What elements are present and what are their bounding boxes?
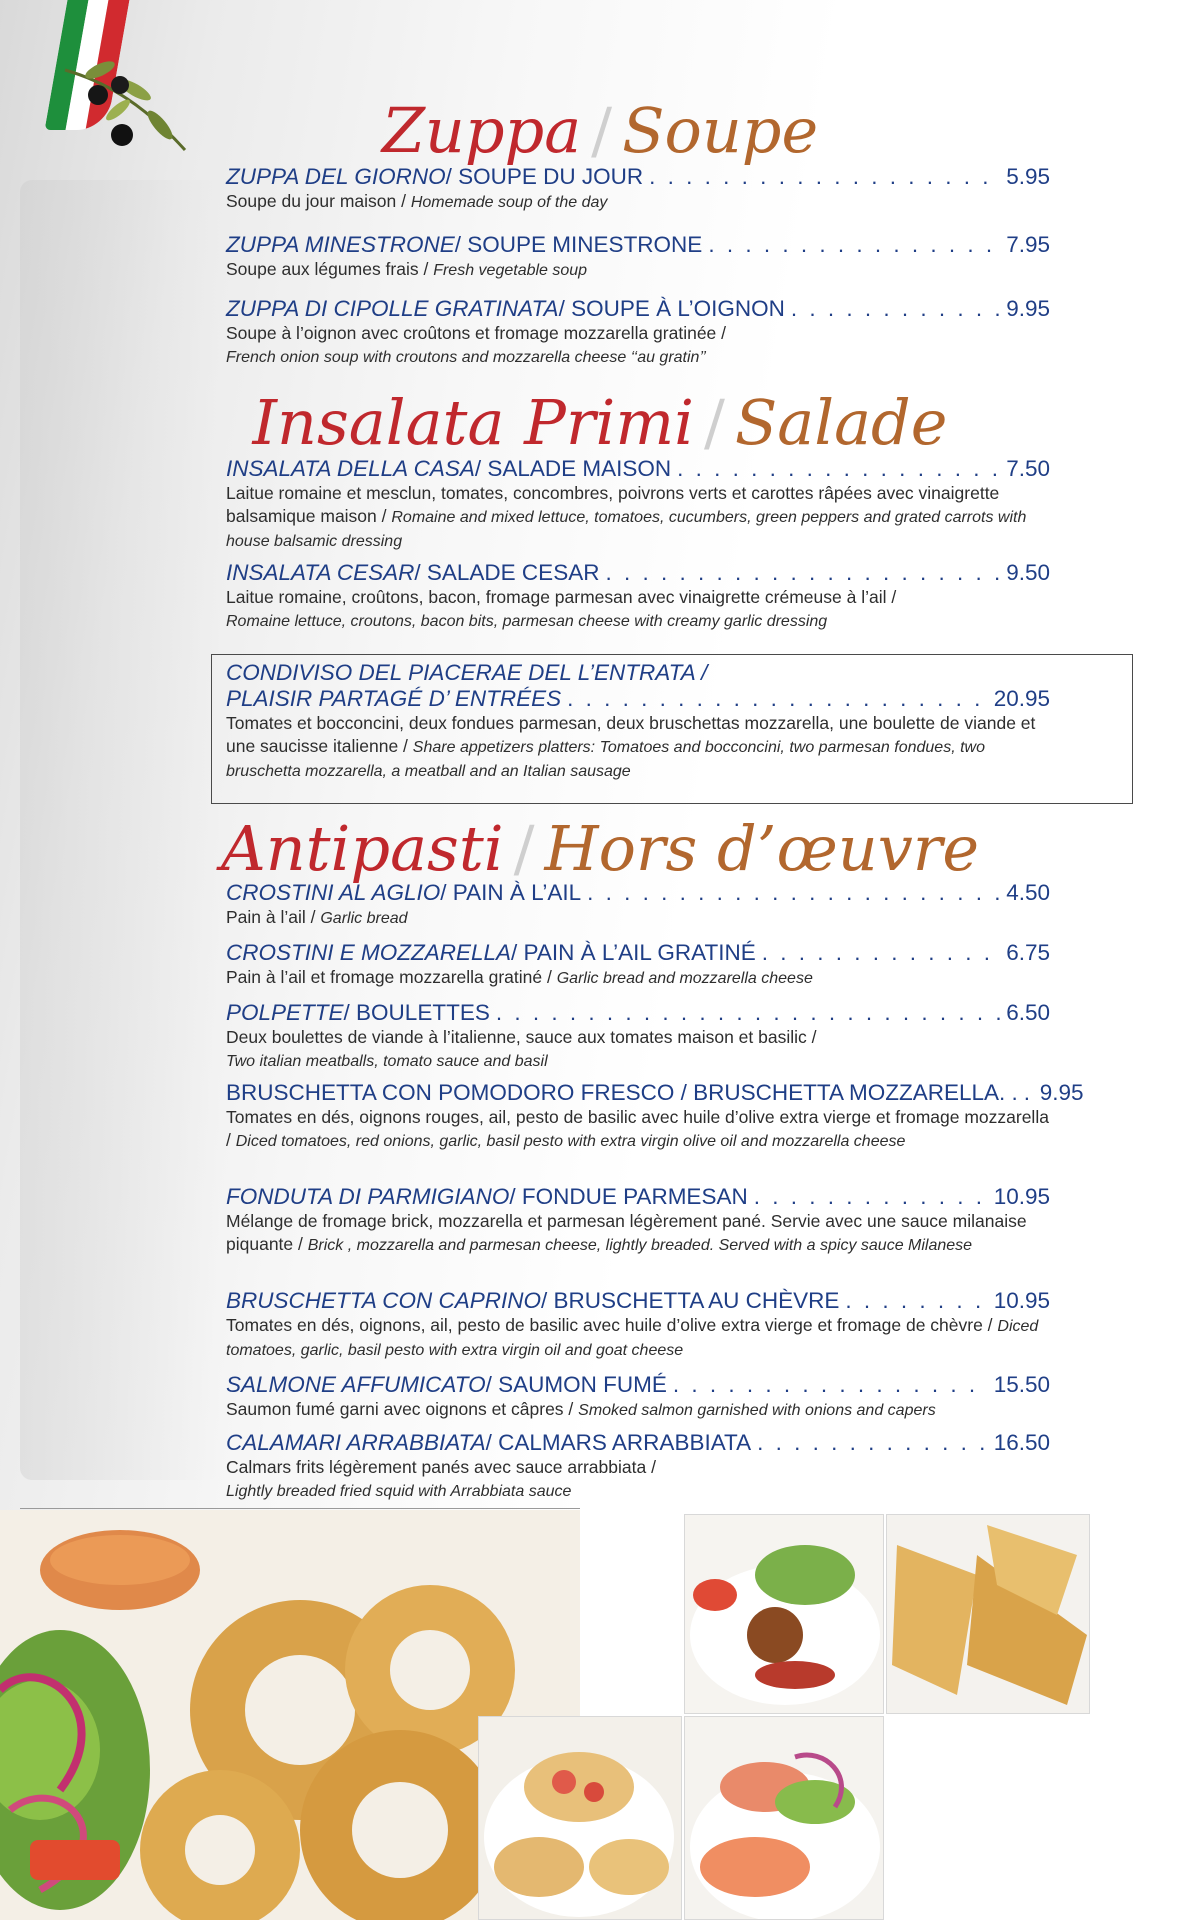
section-title-french: Soupe [622, 94, 819, 167]
leader-dots [1024, 1080, 1034, 1106]
menu-item [226, 164, 1050, 214]
title-separator: / [703, 386, 725, 459]
leader-dots [649, 164, 1000, 190]
section-title-french: Hors d’œuvre [544, 812, 980, 885]
smoked-salmon-photo [684, 1716, 884, 1920]
item-price: 9.50 [1006, 560, 1050, 585]
item-desc-english: Smoked salmon garnished with onions and capers [578, 1402, 936, 1419]
item-price: 6.50 [1006, 1000, 1050, 1025]
section-title-french: Salade [734, 386, 948, 459]
item-desc-english: Diced tomatoes, red onions, garlic, basil pesto with extra virgin olive oil and mozzarella cheese [235, 1133, 906, 1150]
item-name-french: / SOUPE DU JOUR [445, 164, 644, 189]
item-name-italian: CROSTINI E MOZZARELLA [226, 940, 512, 965]
item-desc-english: Lightly breaded fried squid with Arrabbiata sauce [226, 1483, 572, 1500]
item-price: 20.95 [993, 686, 1050, 711]
item-price: 7.95 [1006, 232, 1050, 257]
item-name-line1: CONDIVISO DEL PIACERAE DEL L’ENTRATA / [226, 660, 708, 685]
leader-dots [673, 1372, 988, 1398]
item-desc-french: Tomates en dés, oignons rouges, ail, pesto de basilic avec huile d’olive extra vierge et fromage mozzarella / [226, 1107, 1049, 1150]
item-name-line2: PLAISIR PARTAGÉ D’ ENTRÉES [226, 686, 562, 711]
leader-dots [757, 1430, 988, 1456]
item-desc-english: Two italian meatballs, tomato sauce and basil [226, 1053, 548, 1070]
item-name-french: / SALADE MAISON [474, 456, 672, 481]
section-title-appetizers [0, 812, 1200, 885]
item-price: 4.50 [1006, 880, 1050, 905]
item-name-italian: ZUPPA MINESTRONE [226, 232, 455, 257]
item-name-italian: BRUSCHETTA CON CAPRINO [226, 1288, 542, 1313]
menu-item [226, 1080, 1084, 1153]
item-name-french: / SALADE CESAR [414, 560, 600, 585]
item-name-french: / BRUSCHETTA AU CHÈVRE [541, 1288, 840, 1313]
item-price: 9.95 [1039, 1080, 1084, 1105]
item-desc-french: Pain à l’ail et fromage mozzarella gratiné / [226, 967, 557, 987]
item-name-italian: ZUPPA DEL GIORNO [226, 164, 446, 189]
leader-dots [677, 456, 1000, 482]
item-desc-english: Romaine lettuce, croutons, bacon bits, parmesan cheese with creamy garlic dressing [226, 613, 828, 630]
leader-dots [791, 296, 1000, 322]
leader-dots [587, 880, 1000, 906]
menu-item [226, 1372, 1050, 1422]
bruschetta-photo [478, 1716, 682, 1920]
item-price: 10.95 [993, 1288, 1050, 1313]
section-title-soup [0, 94, 1200, 167]
title-separator: / [591, 94, 613, 167]
item-name-french: / FONDUE PARMESAN [509, 1184, 748, 1209]
item-desc-french: Laitue romaine, croûtons, bacon, fromage parmesan avec vinaigrette crémeuse à l’ail / [226, 587, 897, 607]
item-desc-french: Soupe aux légumes frais / [226, 259, 434, 279]
menu-item [226, 232, 1050, 282]
menu-item-shared-platter [226, 660, 1050, 783]
item-desc-english: Homemade soup of the day [410, 194, 608, 211]
leader-dots [708, 232, 1000, 258]
item-desc-english: Share appetizers platters: Tomatoes and bocconcini, two parmesan fondues, two bruschetta mozzarella, a meatball and an Italian sausage [226, 739, 985, 780]
item-name-french: BRUSCHETTA CON POMODORO FRESCO / BRUSCHETTA MOZZARELLA. . [226, 1080, 1018, 1105]
menu-item [226, 1184, 1050, 1257]
item-name-italian: SALMONE AFFUMICATO [226, 1372, 486, 1397]
item-desc-french: Mélange de fromage brick, mozzarella et parmesan légèrement pané. Servie avec une sauce milanaise piquante / [226, 1211, 1027, 1254]
menu-item [226, 1288, 1050, 1362]
item-name-italian: ZUPPA DI CIPOLLE GRATINATA [226, 296, 559, 321]
item-desc-french: Saumon fumé garni avec oignons et câpres / [226, 1399, 579, 1419]
leader-dots [762, 940, 1001, 966]
item-name-french: / PAIN À L’AIL [440, 880, 582, 905]
menu-item [226, 1000, 1050, 1073]
item-name-italian: FONDUTA DI PARMIGIANO [226, 1184, 510, 1209]
leader-dots [567, 686, 988, 712]
item-price: 15.50 [993, 1372, 1050, 1397]
leader-dots [845, 1288, 987, 1314]
item-desc-french: Soupe à l’oignon avec croûtons et fromage mozzarella gratinée / [226, 323, 727, 343]
menu-item [226, 560, 1050, 633]
item-name-french: / SAUMON FUMÉ [485, 1372, 667, 1397]
item-price: 5.95 [1006, 164, 1050, 189]
menu-item [226, 456, 1050, 553]
leader-dots [754, 1184, 988, 1210]
item-desc-english: Brick , mozzarella and parmesan cheese, lightly breaded. Served with a spicy sauce Milanese [307, 1237, 973, 1254]
item-name-italian: CALAMARI ARRABBIATA [226, 1430, 486, 1455]
menu-item [226, 1430, 1050, 1503]
item-price: 9.95 [1006, 296, 1050, 321]
item-name-italian: INSALATA DELLA CASA [226, 456, 475, 481]
meatball-salad-photo [684, 1514, 884, 1714]
section-title-italian: Antipasti [220, 812, 504, 885]
item-name-italian: POLPETTE [226, 1000, 344, 1025]
item-price: 16.50 [993, 1430, 1050, 1455]
item-desc-french: Soupe du jour maison / [226, 191, 411, 211]
item-desc-french: Pain à l’ail / [226, 907, 321, 927]
item-name-french: / SOUPE À L’OIGNON [558, 296, 785, 321]
item-desc-english: Garlic bread [320, 910, 408, 927]
item-desc-english: Diced tomatoes, garlic, basil pesto with extra virgin oil and goat cheese [226, 1318, 1039, 1359]
item-price: 7.50 [1006, 456, 1050, 481]
title-separator: / [513, 812, 535, 885]
item-name-french: / SOUPE MINESTRONE [454, 232, 703, 257]
item-price: 6.75 [1006, 940, 1050, 965]
section-title-salad [0, 386, 1200, 459]
menu-item [226, 940, 1050, 990]
item-name-italian: INSALATA CESAR [226, 560, 415, 585]
item-desc-english: Romaine and mixed lettuce, tomatoes, cucumbers, green peppers and grated carrots with house balsamic dressing [226, 509, 1027, 550]
item-desc-english: Fresh vegetable soup [433, 262, 588, 279]
item-desc-french: Deux boulettes de viande à l’italienne, sauce aux tomates maison et basilic / [226, 1027, 817, 1047]
item-desc-french: Tomates et bocconcini, deux fondues parmesan, deux bruschettas mozzarella, une boulette de viande et une saucisse italienne / [226, 713, 1036, 756]
item-name-french: / CALMARS ARRABBIATA [485, 1430, 752, 1455]
section-title-italian: Zuppa [381, 94, 582, 167]
photo-divider [20, 1508, 580, 1509]
item-desc-french: Tomates en dés, oignons, ail, pesto de basilic avec huile d’olive extra vierge et fromage de chèvre / [226, 1315, 998, 1335]
menu-item [226, 296, 1050, 369]
item-desc-french: Laitue romaine et mesclun, tomates, concombres, poivrons verts et carottes râpées avec vinaigrette balsamique maison / [226, 483, 1000, 526]
leader-dots [496, 1000, 1000, 1026]
item-name-french: / PAIN À L’AIL GRATINÉ [511, 940, 756, 965]
item-price: 10.95 [993, 1184, 1050, 1209]
garlic-bread-photo [886, 1514, 1090, 1714]
item-desc-english: French onion soup with croutons and mozzarella cheese ‘‘au gratin’’ [226, 349, 706, 366]
section-title-italian: Insalata Primi [252, 386, 694, 459]
item-name-french: / BOULETTES [343, 1000, 490, 1025]
item-desc-english: Garlic bread and mozzarella cheese [556, 970, 813, 987]
item-name-italian: CROSTINI AL AGLIO [226, 880, 441, 905]
item-desc-french: Calmars frits légèrement panés avec sauce arrabbiata / [226, 1457, 656, 1477]
menu-item [226, 880, 1050, 930]
leader-dots [605, 560, 1000, 586]
